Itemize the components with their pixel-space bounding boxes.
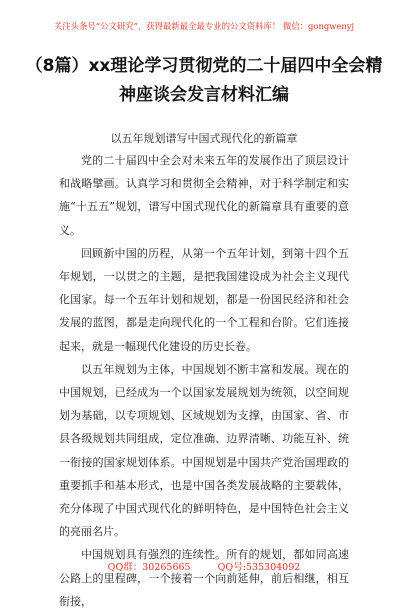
paragraph: 回顾新中国的历程，从第一个五年计划，到第十四个五年规划，一以贯之的主题，是把我国建设成为社会主义现代化国家。每一个五年计划和规划，都是一份国民经济和社会发展的蓝图，都是走向现代化的一个工程和台阶。它们连接起来，就是一幅现代化建设的历史长卷。: [59, 246, 349, 353]
footer-qq-group: QQ群：30265665: [107, 562, 191, 573]
footer-qq-number: QQ号:535304092: [217, 562, 301, 573]
header-banner: 关注头条号“公文研究”，获得最新最全最专业的公文资料库！ 微信：gongwenyj: [53, 21, 355, 31]
document-subtitle: 以五年规划谱写中国式现代化的新篇章: [110, 132, 298, 145]
paragraph: 以五年规划为主体，中国规划不断丰富和发展。现在的中国规划，已经成为一个以国家发展规划为统领，以空间规划为基础，以专项规划、区域规划为支撑，由国家、省、市县各级规划共同组成，定位准确、边界清晰、功能互补、统一衔接的国家规划体系。中国规划是中国共产党治国理政的重要抓手和基本形式，也是中国各类发展战略的主要载体，充分体现了中国式现代化的鲜明特色，是中国特色社会主义的亮丽名片。: [59, 362, 349, 539]
document-title: （8篇）xx理论学习贯彻党的二十届四中全会精神座谈会发言材料汇编: [25, 56, 383, 105]
paragraph: 中国规划具有强烈的连续性。所有的规划，都如同高速公路上的里程碑，一个接着一个向前延伸，前后相继，相互衔接，: [59, 548, 349, 608]
footer: [0, 559, 408, 573]
document-body: [59, 149, 349, 613]
paragraph: 党的二十届四中全会对未来五年的发展作出了顶层设计和战略擘画。认真学习和贯彻全会精神，对于科学制定和实施“十五五”规划，谱写中国式现代化的新篇章具有重要的意义。: [59, 154, 349, 237]
